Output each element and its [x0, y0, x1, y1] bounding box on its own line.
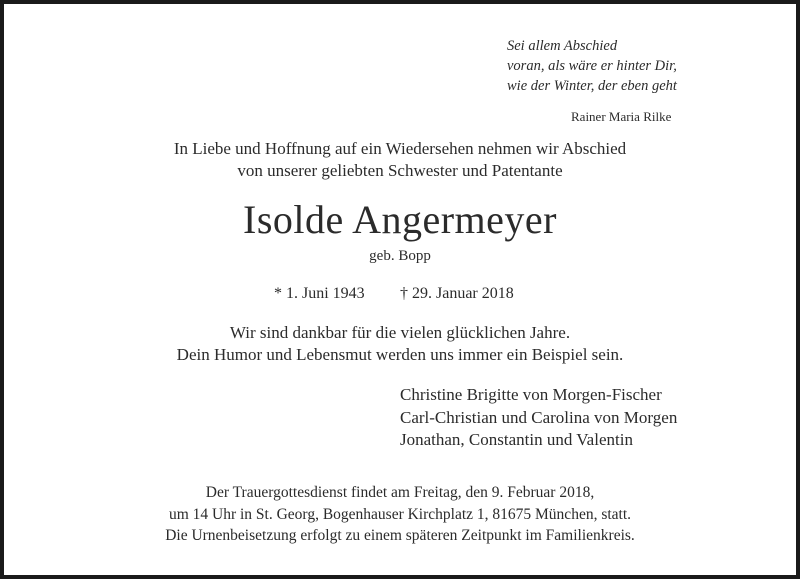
thanks-text — [4, 322, 796, 366]
service-line: Der Trauergottesdienst findet am Freitag, den 9. Februar 2018, — [205, 484, 595, 501]
mourner-name: Christine Brigitte von Morgen-Fischer — [400, 385, 662, 404]
mourner-name: Jonathan, Constantin und Valentin — [400, 430, 633, 449]
poem-line: wie der Winter, der eben geht — [507, 78, 677, 94]
birth-name: geb. Bopp — [369, 248, 431, 264]
death-date: † 29. Januar 2018 — [400, 285, 514, 302]
poem-quote — [507, 36, 677, 96]
intro-line: von unserer geliebten Schwester und Patentante — [237, 161, 563, 180]
birth-date: * 1. Juni 1943 — [274, 285, 365, 302]
mourners-list — [400, 384, 677, 452]
poem-line: voran, als wäre er hinter Dir, — [507, 58, 677, 74]
poem-line: Sei allem Abschied — [507, 38, 618, 54]
intro-text — [4, 138, 796, 182]
service-line: um 14 Uhr in St. Georg, Bogenhauser Kirchplatz 1, 81675 München, statt. — [168, 505, 632, 523]
service-line: Die Urnenbeisetzung erfolgt zu einem späteren Zeitpunkt im Familienkreis. — [165, 527, 635, 544]
poem-author: Rainer Maria Rilke — [571, 109, 672, 124]
intro-line: In Liebe und Hoffnung auf ein Wiedersehen nehmen wir Abschied — [173, 139, 627, 158]
deceased-name: Isolde Angermeyer — [243, 197, 557, 242]
service-info — [4, 482, 796, 547]
thanks-line: Wir sind dankbar für die vielen glücklichen Jahre. — [229, 323, 571, 342]
mourner-name: Carl-Christian und Carolina von Morgen — [400, 407, 678, 427]
thanks-line: Dein Humor und Lebensmut werden uns immer ein Beispiel sein. — [176, 345, 624, 364]
